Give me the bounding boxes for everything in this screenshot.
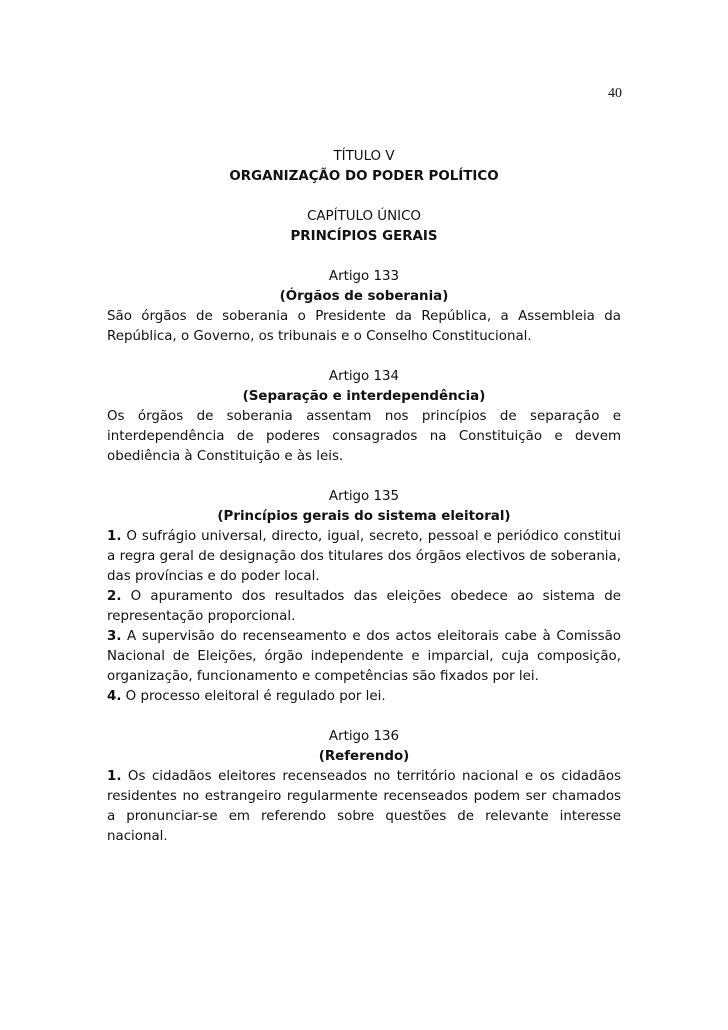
- paragraph-number: 4.: [107, 689, 122, 704]
- article-133-header: [107, 267, 621, 307]
- chapter-block: [107, 207, 621, 247]
- article-135-paragraph-4: [107, 687, 621, 707]
- title-name: ORGANIZAÇÃO DO PODER POLÍTICO: [229, 169, 499, 184]
- paragraph-text: O processo eleitoral é regulado por lei.: [125, 689, 386, 704]
- article-number: Artigo 134: [328, 369, 400, 384]
- title-block: [107, 147, 621, 187]
- paragraph-text: Os cidadãos eleitores recenseados no território nacional e os cidadãos residentes no estrangeiro regularmente recenseados podem ser chamados a pronunciar-se em referendo sobre questões de relevante interesse nacional.: [107, 769, 621, 844]
- paragraph-number: 1.: [107, 529, 122, 544]
- article-135-paragraph-3: [107, 627, 621, 687]
- paragraph-text: São órgãos de soberania o Presidente da República, a Assembleia da República, o Governo, os tribunais e o Conselho Constitucional.: [107, 309, 621, 344]
- chapter-name: PRINCÍPIOS GERAIS: [290, 229, 438, 244]
- paragraph-text: O apuramento dos resultados das eleições obedece ao sistema de representação proporcional.: [107, 589, 621, 624]
- article-number: Artigo 136: [328, 729, 400, 744]
- chapter-label: CAPÍTULO ÚNICO: [307, 209, 421, 224]
- article-135-paragraph-1: [107, 527, 621, 587]
- paragraph-number: 3.: [107, 629, 122, 644]
- article-136-header: [107, 727, 621, 767]
- article-heading: (Separação e interdependência): [242, 389, 486, 404]
- article-number: Artigo 135: [328, 489, 400, 504]
- article-number: Artigo 133: [328, 269, 400, 284]
- article-135-header: [107, 487, 621, 527]
- document-body: [107, 147, 621, 847]
- page-number: 40: [608, 86, 622, 101]
- paragraph-text: Os órgãos de soberania assentam nos princípios de separação e interdependência de poderes consagrados na Constituição e devem obediência à Constituição e às leis.: [107, 409, 621, 464]
- article-heading: (Princípios gerais do sistema eleitoral): [217, 509, 511, 524]
- article-heading: (Órgãos de soberania): [279, 289, 449, 304]
- title-label: TÍTULO V: [333, 149, 395, 164]
- paragraph-number: 1.: [107, 769, 122, 784]
- article-heading: (Referendo): [318, 749, 410, 764]
- article-134-paragraph: [107, 407, 621, 467]
- article-134-header: [107, 367, 621, 407]
- article-133-paragraph: [107, 307, 621, 347]
- article-135-paragraph-2: [107, 587, 621, 627]
- paragraph-text: O sufrágio universal, directo, igual, secreto, pessoal e periódico constitui a regra geral de designação dos titulares dos órgãos electivos de soberania, das províncias e do poder local.: [107, 529, 621, 584]
- paragraph-number: 2.: [107, 589, 122, 604]
- paragraph-text: A supervisão do recenseamento e dos actos eleitorais cabe à Comissão Nacional de Eleições, órgão independente e imparcial, cuja composição, organização, funcionamento e competências são fixados por lei.: [107, 629, 621, 684]
- article-136-paragraph-1: [107, 767, 621, 847]
